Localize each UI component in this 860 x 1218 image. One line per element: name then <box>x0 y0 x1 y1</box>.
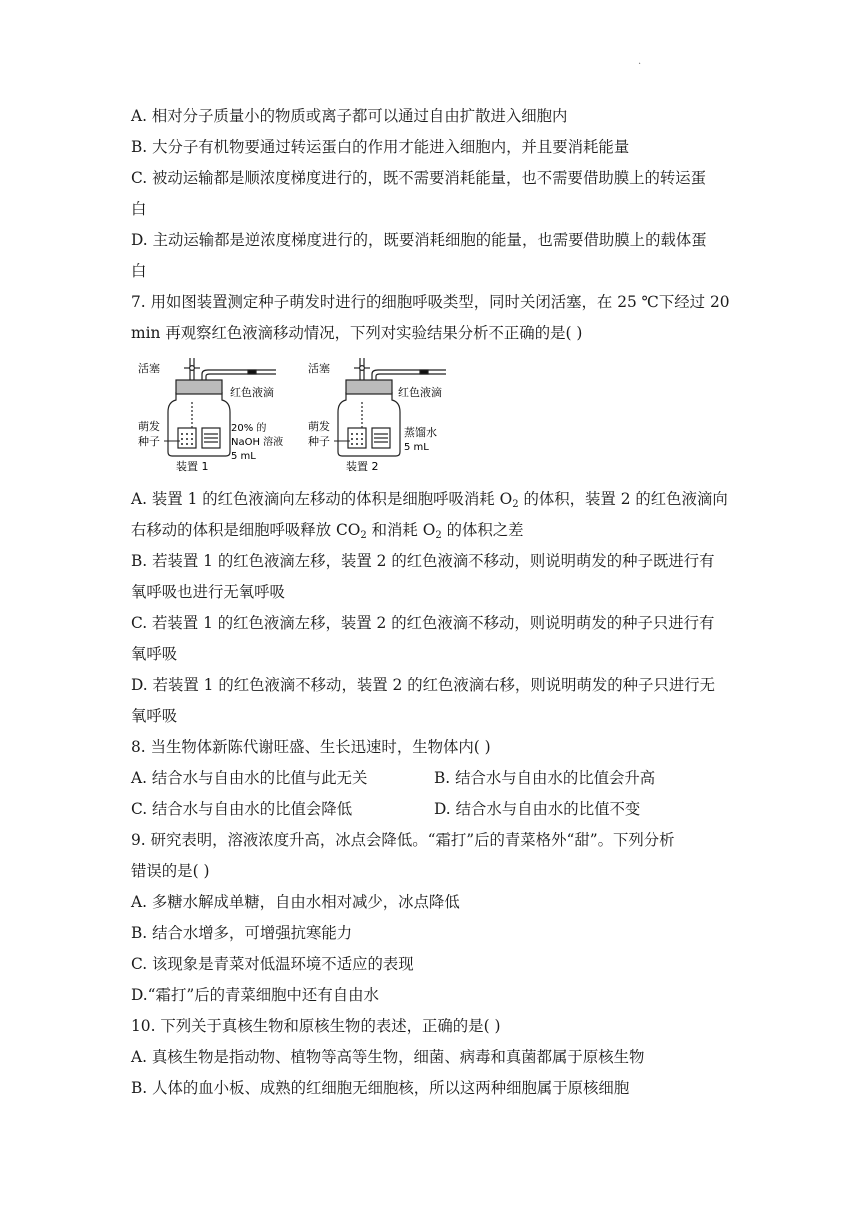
q6-option-c-line2: 白 <box>131 200 147 218</box>
q9-option-a: A. 多糖水解成单糖，自由水相对减少，冰点降低 <box>131 893 460 911</box>
q9-option-b: B. 结合水增多，可增强抗寒能力 <box>131 924 353 942</box>
valve-label-2: 活塞 <box>308 362 330 375</box>
q9-option-c: C. 该现象是青菜对低温环境不适应的表现 <box>131 955 414 973</box>
drop-label-1: 红色液滴 <box>230 386 274 399</box>
q7-option-a-line2: 右移动的体积是细胞呼吸释放 $CO_2$ 和消耗 $O_2$ 的体积之差 <box>131 521 524 541</box>
seed-label-2a: 萌发 <box>308 420 330 433</box>
water-label-1: 蒸馏水 <box>404 426 437 439</box>
naoh-label-1: 20% 的 <box>231 423 267 434</box>
q8-option-c: C. 结合水与自由水的比值会降低 <box>131 800 353 818</box>
device-1-label: 装置 1 <box>176 460 209 473</box>
q8-option-b: B. 结合水与自由水的比值会升高 <box>434 769 656 787</box>
q9-stem-line2: 错误的是( ) <box>131 862 210 880</box>
device-2 <box>338 358 446 456</box>
red-drop-1 <box>248 370 256 374</box>
q7-option-a-line1: A. 装置 1 的红色液滴向左移动的体积是细胞呼吸消耗 $O_2$ 的体积，装置 2 的红色液滴向 <box>131 490 728 510</box>
q10-option-a: A. 真核生物是指动物、植物等高等生物，细菌、病毒和真菌都属于原核生物 <box>131 1048 645 1066</box>
header-dot: . <box>638 56 642 67</box>
q7-option-d-line1: D. 若装置 1 的红色液滴不移动，装置 2 的红色液滴右移，则说明萌发的种子只进行无 <box>131 676 716 694</box>
q6-option-d-line1: D. 主动运输都是逆浓度梯度进行的，既要消耗细胞的能量，也需要借助膜上的载体蛋 <box>131 231 707 249</box>
q6-option-d-line2: 白 <box>131 262 147 280</box>
q9-option-d: D.“霜打”后的青菜细胞中还有自由水 <box>131 986 379 1004</box>
device-2-label: 装置 2 <box>346 460 379 473</box>
seed-label-1b: 种子 <box>138 435 160 448</box>
q6-option-a: A. 相对分子质量小的物质或离子都可以通过自由扩散进入细胞内 <box>131 107 568 125</box>
q9-stem-line1: 9. 研究表明，溶液浓度升高，冰点会降低。“霜打”后的青菜格外“甜”。下列分析 <box>131 831 675 849</box>
q10-stem: 10. 下列关于真核生物和原核生物的表述，正确的是( ) <box>131 1017 501 1035</box>
red-drop-2 <box>420 370 428 374</box>
q7-option-b-line1: B. 若装置 1 的红色液滴左移，装置 2 的红色液滴不移动，则说明萌发的种子既进行有 <box>131 552 715 570</box>
q6-option-b: B. 大分子有机物要通过转运蛋白的作用才能进入细胞内，并且要消耗能量 <box>131 138 630 156</box>
valve-label-1: 活塞 <box>138 362 160 375</box>
seed-label-1a: 萌发 <box>138 420 160 433</box>
naoh-label-3: 5 mL <box>231 451 256 462</box>
q6-option-c-line1: C. 被动运输都是顺浓度梯度进行的，既不需要消耗能量，也不需要借助膜上的转运蛋 <box>131 169 707 187</box>
apparatus-diagram <box>136 352 456 474</box>
q7-stem-line2: min 再观察红色液滴移动情况，下列对实验结果分析不正确的是( ) <box>131 324 583 342</box>
q8-option-d: D. 结合水与自由水的比值不变 <box>434 800 641 818</box>
q8-stem: 8. 当生物体新陈代谢旺盛、生长迅速时，生物体内( ) <box>131 738 491 756</box>
seed-label-2b: 种子 <box>308 435 330 448</box>
q8-option-a: A. 结合水与自由水的比值与此无关 <box>131 769 368 787</box>
q7-apparatus-figure <box>136 352 456 474</box>
drop-label-2: 红色液滴 <box>398 386 442 399</box>
q10-option-b: B. 人体的血小板、成熟的红细胞无细胞核，所以这两种细胞属于原核细胞 <box>131 1079 630 1097</box>
q7-option-b-line2: 氧呼吸也进行无氧呼吸 <box>131 583 285 601</box>
q7-option-c-line1: C. 若装置 1 的红色液滴左移，装置 2 的红色液滴不移动，则说明萌发的种子只进行有 <box>131 614 715 632</box>
water-label-2: 5 mL <box>404 442 429 453</box>
naoh-label-2: NaOH 溶液 <box>231 437 284 448</box>
q7-stem-line1: 7. 用如图装置测定种子萌发时进行的细胞呼吸类型，同时关闭活塞，在 25 ℃下经过 20 <box>131 293 730 311</box>
q7-option-d-line2: 氧呼吸 <box>131 707 178 725</box>
q7-option-c-line2: 氧呼吸 <box>131 645 178 663</box>
